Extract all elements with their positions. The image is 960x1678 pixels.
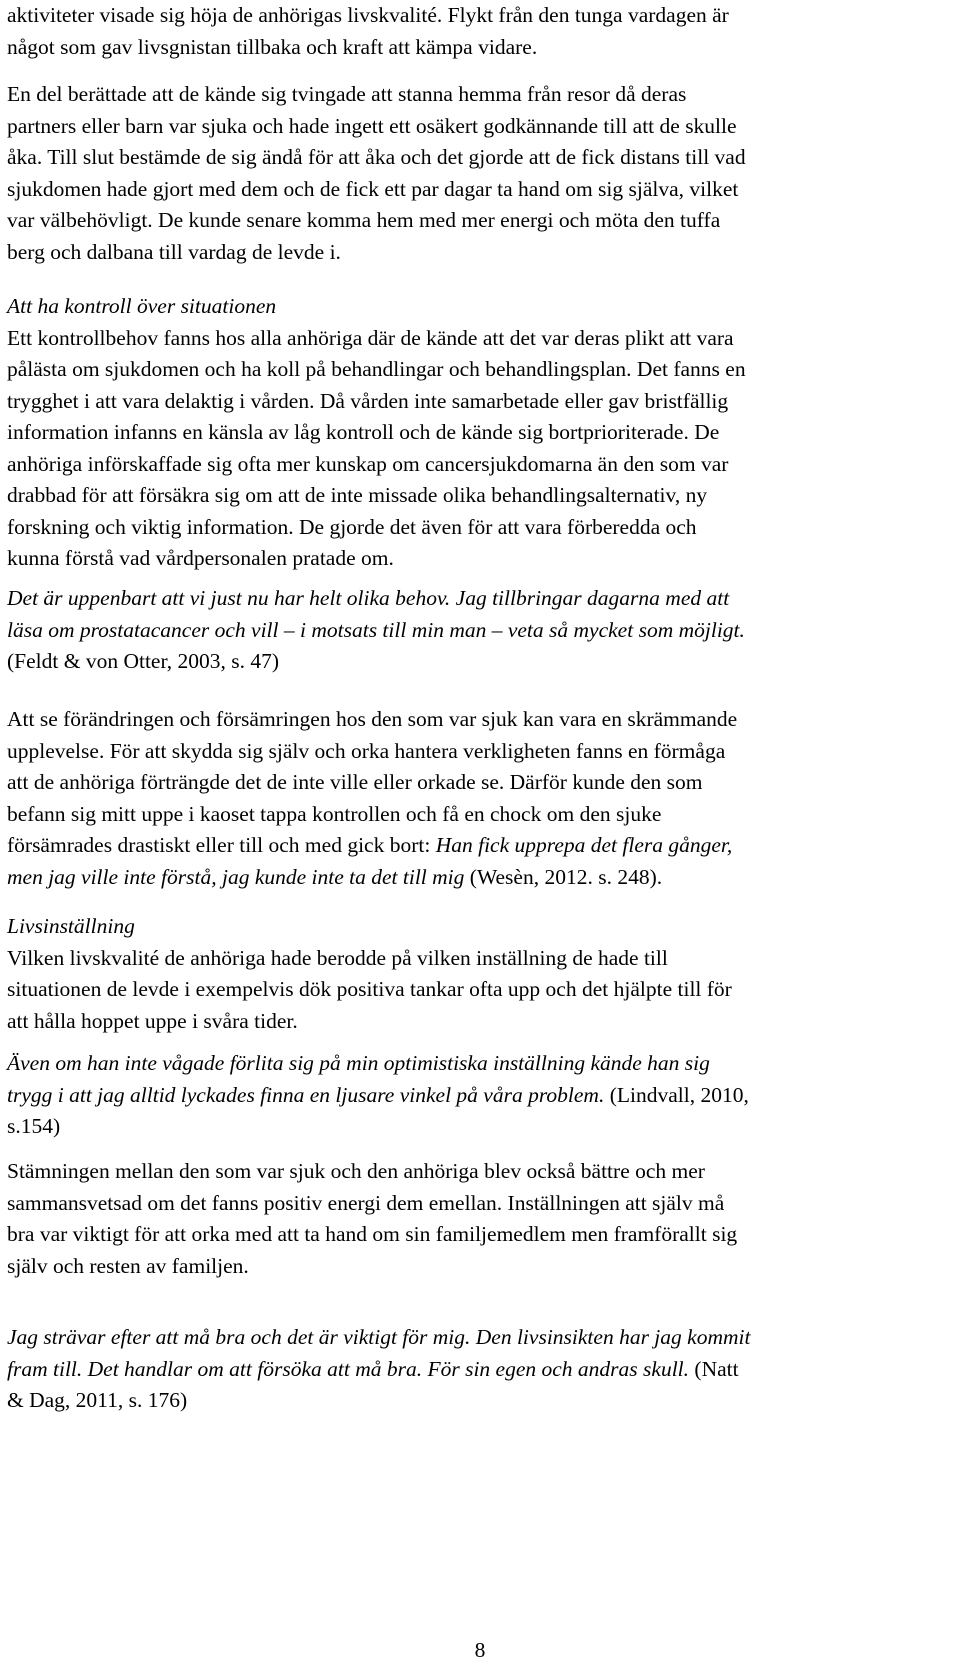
text-line: [7, 354, 960, 386]
text-run: något som gav livsgnistan tillbaka och kraft att kämpa vidare.: [7, 34, 538, 59]
italic-text-run: men jag ville inte förstå, jag kunde inte ta det till mig: [7, 864, 465, 889]
text-line: [7, 142, 960, 174]
italic-text-run: fram till. Det handlar om att försöka att må bra. För sin egen och andras skull.: [7, 1356, 690, 1381]
text-line: [7, 291, 960, 323]
text-line: [7, 323, 960, 355]
text-run: upplevelse. För att skydda sig själv och orka hantera verkligheten fanns en förmåga: [7, 738, 726, 763]
page-number: 8: [474, 1638, 486, 1662]
quote-lindvall: [7, 1048, 960, 1143]
text-run: pålästa om sjukdomen och ha koll på behandlingar och behandlingsplan. Det fanns en: [7, 357, 746, 381]
text-line: [7, 1219, 960, 1251]
text-run: En del berättade att de kände sig tvingade att stanna hemma från resor då deras: [7, 82, 687, 106]
text-run: kunna förstå vad vårdpersonalen pratade om.: [7, 546, 394, 570]
italic-text-run: Att ha kontroll över situationen: [7, 294, 277, 318]
text-run: anhöriga införskaffade sig ofta mer kunskap om cancersjukdomarna än den som var: [7, 451, 729, 476]
text-run: befann sig mitt uppe i kaoset tappa kontrollen och få en chock om den sjuke: [7, 801, 662, 826]
text-line: [7, 974, 960, 1006]
text-run: själv och resten av familjen.: [7, 1253, 249, 1278]
text-run: Vilken livskvalité de anhöriga hade berodde på vilken inställning de hade till: [7, 945, 668, 970]
text-run: & Dag, 2011, s. 176): [7, 1388, 188, 1412]
italic-text-run: Livsinställning: [7, 914, 135, 938]
text-line: [7, 237, 960, 269]
section-control: [7, 291, 960, 575]
italic-text-run: Även om han inte vågade förlita sig på min optimistiska inställning kände han sig: [7, 1051, 710, 1075]
text-run: forskning och viktig information. De gjorde det även för att vara förberedda och: [7, 514, 697, 539]
text-run: Ett kontrollbehov fanns hos alla anhöriga där de kände att det var deras plikt att vara: [7, 325, 734, 350]
text-line: [7, 799, 960, 831]
italic-text-run: Jag strävar efter att må bra och det är viktigt för mig. Den livsinsikten har jag kommit: [7, 1325, 751, 1349]
text-run: att de anhöriga förträngde det de inte ville eller orkade se. Därför kunde den som: [7, 770, 703, 794]
text-line: [7, 417, 960, 449]
italic-text-run: trygg i att jag alltid lyckades finna en ljusare vinkel på våra problem.: [7, 1082, 605, 1107]
text-run: partners eller barn var sjuka och hade ingett ett osäkert godkännande till att de skulle: [7, 113, 737, 138]
section-life-attitude: [7, 911, 960, 1037]
text-run: Stämningen mellan den som var sjuk och den anhöriga blev också bättre och mer: [7, 1159, 705, 1183]
text-run: var välbehövligt. De kunde senare komma hem med mer energi och möta den tuffa: [7, 208, 721, 232]
text-line: [7, 1251, 960, 1283]
paragraph-atmosphere: [7, 1156, 960, 1282]
text-line: [7, 174, 960, 206]
paragraph-deterioration: [7, 704, 960, 893]
text-run: sjukdomen hade gjort med dem och de fick ett par dagar ta hand om sig själva, vilket: [7, 176, 739, 201]
italic-text-run: Det är uppenbart att vi just nu har helt olika behov. Jag tillbringar dagarna med att: [7, 586, 730, 610]
text-run: sammansvetsad om det fanns positiv energi dem emellan. Inställningen att själv må: [7, 1190, 725, 1215]
text-run: att hålla hoppet uppe i svåra tider.: [7, 1008, 298, 1033]
text-run: aktiviteter visade sig höja de anhörigas livskvalité. Flykt från den tunga vardagen är: [7, 3, 729, 27]
text-line: [7, 736, 960, 768]
text-line: [7, 830, 960, 862]
italic-text-run: läsa om prostatacancer och vill – i motsats till min man – veta så mycket som möjligt.: [7, 617, 745, 642]
text-line: [7, 583, 960, 615]
text-run: Att se förändringen och försämringen hos den som var sjuk kan vara en skrämmande: [7, 707, 738, 731]
text-line: [7, 79, 960, 111]
text-line: [7, 480, 960, 512]
text-run: s.154): [7, 1114, 61, 1138]
text-run: (Natt: [689, 1356, 739, 1381]
text-line: [7, 1006, 960, 1038]
text-line: [7, 1156, 960, 1188]
text-line: [7, 386, 960, 418]
text-run: information infanns en känsla av låg kontroll och de kände sig bortprioriterade. De: [7, 420, 720, 444]
text-line: [7, 767, 960, 799]
text-line: [7, 1188, 960, 1220]
text-run: situationen de levde i exempelvis dök positiva tankar ofta upp och det hjälpte till för: [7, 977, 732, 1001]
text-line: [7, 543, 960, 575]
text-line: [7, 1354, 960, 1386]
text-line: [7, 449, 960, 481]
text-run: försämrades drastiskt eller till och med gick bort:: [7, 833, 436, 857]
text-line: [7, 0, 960, 32]
text-line: [7, 704, 960, 736]
text-line: [7, 111, 960, 143]
text-line: [7, 1111, 960, 1143]
text-run: (Wesèn, 2012. s. 248).: [464, 864, 663, 889]
text-run: drabbad för att försäkra sig om att de inte missade olika behandlingsalternativ, ny: [7, 483, 708, 507]
text-line: [7, 1322, 960, 1354]
text-line: [7, 32, 960, 64]
text-line: [7, 646, 960, 678]
text-run: åka. Till slut bestämde de sig ändå för att åka och det gjorde att de fick distans till vad: [7, 145, 746, 169]
paragraph-leisure-continuation: [7, 0, 960, 63]
text-run: bra var viktigt för att orka med att ta hand om sin familjemedlem men framförallt sig: [7, 1222, 738, 1246]
text-line: [7, 1048, 960, 1080]
text-run: trygghet i att vara delaktig i vården. Då vården inte samarbetade eller gav bristfällig: [7, 388, 729, 413]
text-line: [7, 1080, 960, 1112]
text-line: [7, 943, 960, 975]
quote-natt-dag: [7, 1322, 960, 1417]
text-line: [7, 862, 960, 894]
text-line: [7, 615, 960, 647]
text-line: [7, 205, 960, 237]
text-line: [7, 1385, 960, 1417]
text-run: (Feldt & von Otter, 2003, s. 47): [7, 649, 280, 673]
quote-feldt-von-otter: [7, 583, 960, 678]
text-line: [7, 911, 960, 943]
text-line: [7, 512, 960, 544]
italic-text-run: Han fick upprepa det flera gånger,: [435, 833, 733, 857]
text-run: (Lindvall, 2010,: [604, 1082, 749, 1107]
paragraph-travel: [7, 79, 960, 268]
text-run: berg och dalbana till vardag de levde i.: [7, 239, 341, 264]
